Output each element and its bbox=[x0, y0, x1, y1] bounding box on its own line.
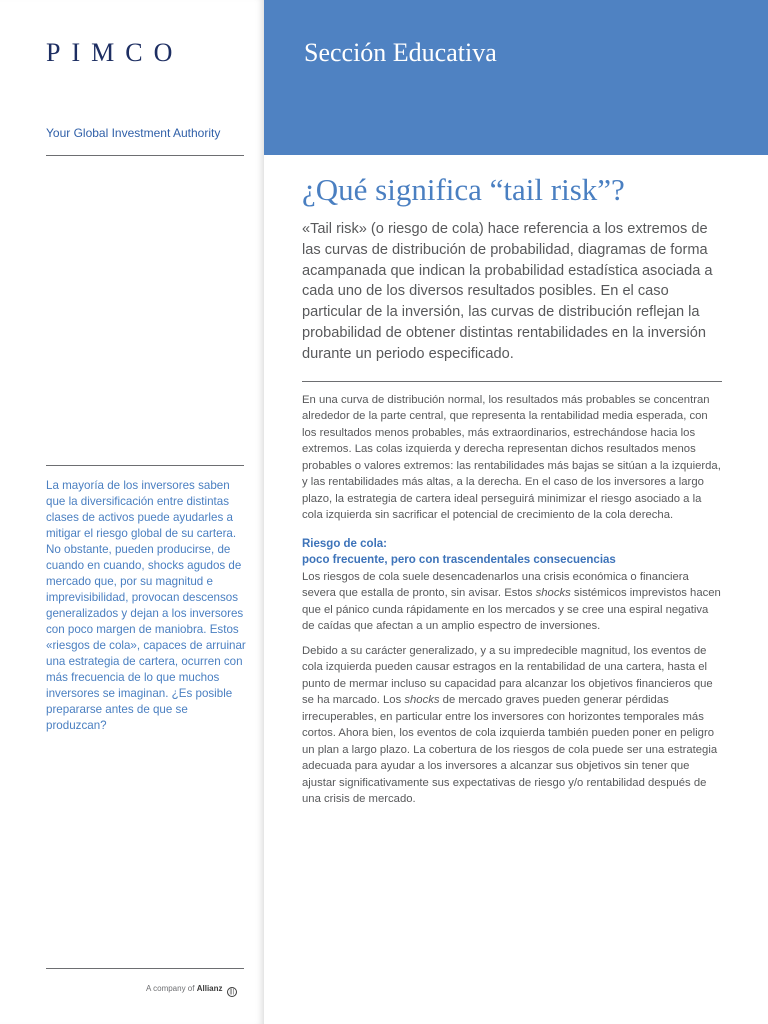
body-paragraph-1: En una curva de distribución normal, los resultados más probables se concentran alrededor de la parte central, que representa la rentabilidad media esperada, con los resultados menos probables, más extraordinarios, estrechándose hacia los extremos. Las colas izquierda y derecha representan dichos resultados menos probables o valores extremos: las rentabilidades más bajas se sitúan a la izquierda, y las rentabilidades más altas, a la derecha. En el caso de los inversores a largo plazo, la estrategia de cartera ideal perseguirá minimizar el riesgo asociado a la cola izquierda sin sacrificar el potencial de crecimiento de la cola derecha. bbox=[302, 393, 721, 522]
section-heading-line1: Riesgo de cola: bbox=[302, 537, 387, 550]
left-column bbox=[0, 0, 264, 1024]
divider bbox=[46, 465, 244, 466]
company-prefix: A company of bbox=[146, 984, 195, 993]
emphasis-text: shocks bbox=[404, 694, 440, 707]
allianz-emblem-icon: ||| bbox=[227, 987, 237, 997]
section-heading bbox=[302, 536, 722, 568]
emphasis-text: shocks bbox=[535, 587, 571, 600]
text-run: sistémicos imprevistos hacen que el pánico cunda rápidamente en los mercados y se cree una espiral negativa de caídas que afectan a un amplio espectro de inversiones. bbox=[302, 587, 721, 633]
text-run: de mercado graves pueden generar pérdidas irrecuperables, en particular entre los inversores con horizontes temporales más cortos. Ahora bien, los eventos de cola izquierda también pueden poner en peligro un plan a largo plazo. La cobertura de los riesgos de cola puede ser una estrategia adecuada para ayudar a los inversores a alcanzar sus objetivos sin tener que ajustar significativamente sus expectativas de riesgo y/o rentabilidad después de una crisis de mercado. bbox=[302, 694, 718, 806]
page-title: ¿Qué significa “tail risk”? bbox=[302, 172, 625, 207]
sidebar-intro-text: La mayoría de los inversores saben que la diversificación entre distintas clases de activos puede ayudarles a mitigar el riesgo global de su cartera. No obstante, pueden producirse, de cuando en cuando, shocks agudos de mercado que, por su magnitud e imprevisibilidad, provocan descensos generalizados y dejan a los inversores con poco margen de maniobra. Estos «riesgos de cola», capaces de arruinar una estrategia de cartera, ocurren con más frecuencia de lo que muchos inversores se imaginan. ¿Es posible prepararse antes de que se produzcan? bbox=[46, 479, 246, 732]
divider bbox=[46, 968, 244, 969]
text-run: Debido a su carácter generalizado, y a su impredecible magnitud, los eventos de cola izquierda pueden causar estragos en la rentabilidad de una cartera, hasta el punto de mermar incluso su capacidad para alcanzar los objetivos financieros que se ha marcado. Los bbox=[302, 644, 713, 707]
section-heading-line2: poco frecuente, pero con trascendentales consecuencias bbox=[302, 553, 616, 566]
main-content bbox=[302, 172, 722, 808]
banner-title: Sección Educativa bbox=[304, 38, 497, 67]
body-paragraph-3 bbox=[302, 643, 722, 808]
company-attribution bbox=[146, 984, 237, 997]
section-banner bbox=[264, 0, 768, 155]
text-run: Los riesgos de cola suele desencadenarlos una crisis económica o financiera severa que estalla de pronto, sin avisar. Estos bbox=[302, 570, 689, 600]
allianz-name: Allianz bbox=[196, 984, 223, 993]
divider bbox=[46, 155, 244, 156]
divider bbox=[302, 381, 722, 382]
tagline: Your Global Investment Authority bbox=[46, 126, 221, 140]
pimco-logo: PIMCO bbox=[46, 38, 184, 67]
body-paragraph-2 bbox=[302, 569, 722, 635]
intro-paragraph: «Tail risk» (o riesgo de cola) hace referencia a los extremos de las curvas de distribución de probabilidad, diagramas de forma acampanada que indican la probabilidad estadística asociada a cada uno de los diversos resultados posibles. En el caso particular de la inversión, las curvas de distribución reflejan la probabilidad de obtener distintas rentabilidades en la inversión durante un periodo especificado. bbox=[302, 221, 713, 362]
